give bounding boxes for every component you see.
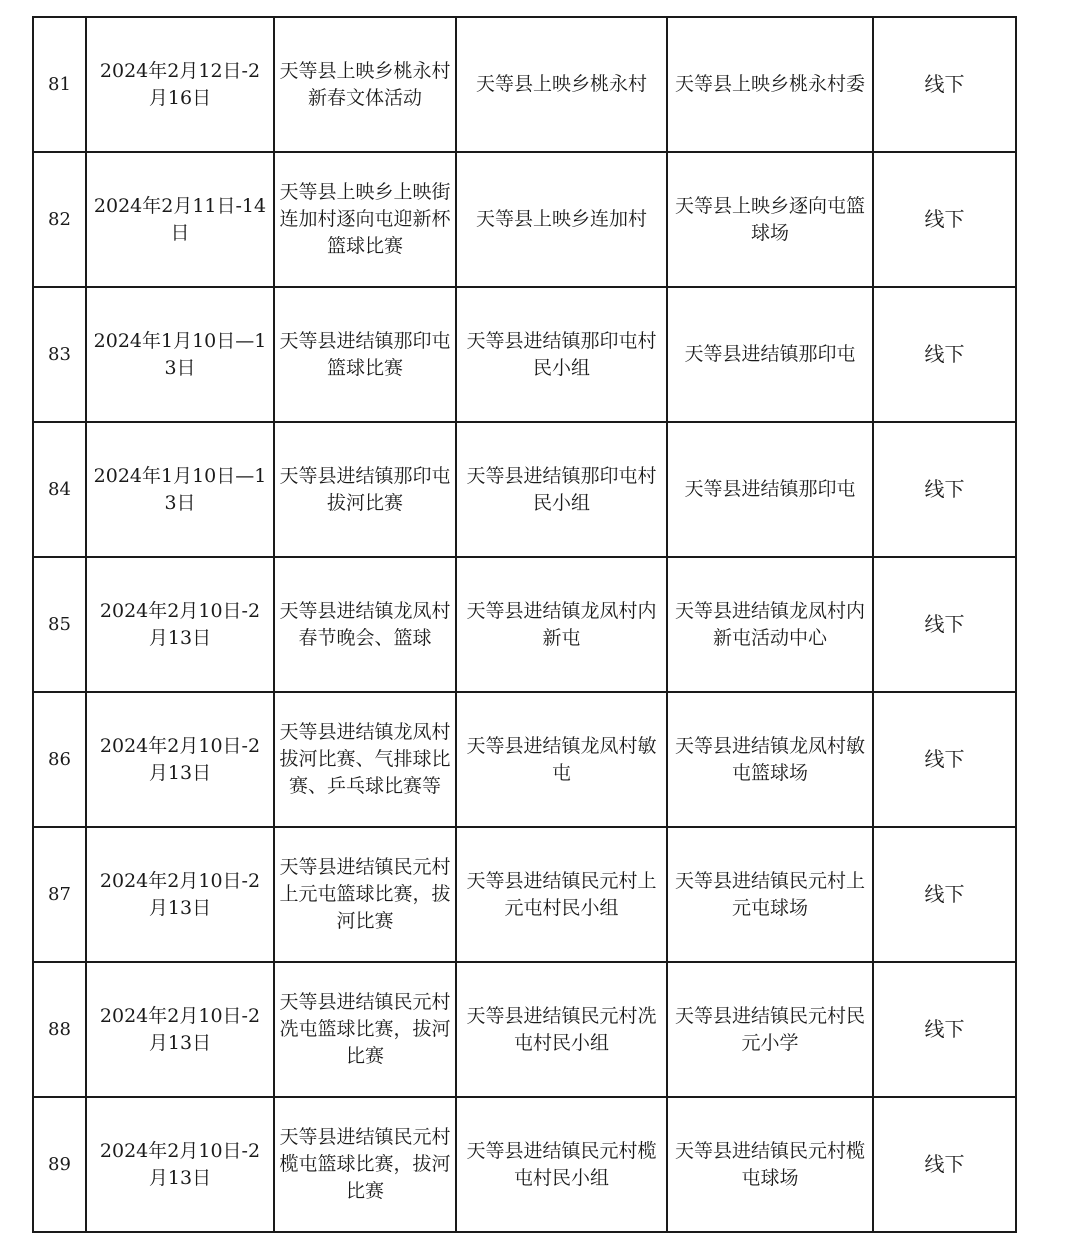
table-row: [33, 287, 1016, 422]
event-name: 天等县进结镇民元村榄屯篮球比赛，拔河比赛: [274, 1097, 456, 1232]
row-number: 86: [33, 692, 86, 827]
event-name: 天等县进结镇民元村上元屯篮球比赛，拔河比赛: [274, 827, 456, 962]
row-number: 81: [33, 17, 86, 152]
event-mode: 线下: [873, 827, 1016, 962]
event-mode: 线下: [873, 557, 1016, 692]
event-location: 天等县上映乡桃永村委: [667, 17, 873, 152]
event-location: 天等县进结镇民元村上元屯球场: [667, 827, 873, 962]
event-organizer: 天等县进结镇龙凤村内新屯: [456, 557, 667, 692]
event-location: 天等县进结镇民元村民元小学: [667, 962, 873, 1097]
event-date: 2024年2月10日-2月13日: [86, 962, 274, 1097]
event-mode: 线下: [873, 692, 1016, 827]
event-mode: 线下: [873, 152, 1016, 287]
event-mode: 线下: [873, 287, 1016, 422]
events-table: [32, 16, 1017, 1233]
table-row: [33, 557, 1016, 692]
row-number: 89: [33, 1097, 86, 1232]
event-name: 天等县进结镇那印屯拔河比赛: [274, 422, 456, 557]
event-name: 天等县进结镇龙凤村春节晚会、篮球: [274, 557, 456, 692]
table-row: [33, 827, 1016, 962]
event-location: 天等县上映乡逐向屯篮球场: [667, 152, 873, 287]
table-row: [33, 1097, 1016, 1232]
event-name: 天等县上映乡上映街连加村逐向屯迎新杯篮球比赛: [274, 152, 456, 287]
event-location: 天等县进结镇龙凤村内新屯活动中心: [667, 557, 873, 692]
row-number: 87: [33, 827, 86, 962]
event-organizer: 天等县上映乡桃永村: [456, 17, 667, 152]
event-date: 2024年2月11日-14日: [86, 152, 274, 287]
table-row: [33, 17, 1016, 152]
event-mode: 线下: [873, 422, 1016, 557]
table-row: [33, 152, 1016, 287]
event-organizer: 天等县上映乡连加村: [456, 152, 667, 287]
event-mode: 线下: [873, 17, 1016, 152]
event-date: 2024年2月10日-2月13日: [86, 557, 274, 692]
row-number: 85: [33, 557, 86, 692]
event-date: 2024年2月12日-2月16日: [86, 17, 274, 152]
event-organizer: 天等县进结镇那印屯村民小组: [456, 287, 667, 422]
event-organizer: 天等县进结镇民元村冼屯村民小组: [456, 962, 667, 1097]
event-date: 2024年1月10日—13日: [86, 287, 274, 422]
event-date: 2024年2月10日-2月13日: [86, 1097, 274, 1232]
event-name: 天等县进结镇龙凤村拔河比赛、气排球比赛、乒乓球比赛等: [274, 692, 456, 827]
event-location: 天等县进结镇民元村榄屯球场: [667, 1097, 873, 1232]
event-mode: 线下: [873, 962, 1016, 1097]
row-number: 88: [33, 962, 86, 1097]
event-organizer: 天等县进结镇那印屯村民小组: [456, 422, 667, 557]
event-mode: 线下: [873, 1097, 1016, 1232]
event-date: 2024年2月10日-2月13日: [86, 827, 274, 962]
event-organizer: 天等县进结镇民元村上元屯村民小组: [456, 827, 667, 962]
event-date: 2024年2月10日-2月13日: [86, 692, 274, 827]
event-date: 2024年1月10日—13日: [86, 422, 274, 557]
row-number: 84: [33, 422, 86, 557]
event-organizer: 天等县进结镇龙凤村敏屯: [456, 692, 667, 827]
event-location: 天等县进结镇那印屯: [667, 287, 873, 422]
event-name: 天等县上映乡桃永村新春文体活动: [274, 17, 456, 152]
row-number: 83: [33, 287, 86, 422]
event-location: 天等县进结镇那印屯: [667, 422, 873, 557]
event-location: 天等县进结镇龙凤村敏屯篮球场: [667, 692, 873, 827]
event-name: 天等县进结镇民元村冼屯篮球比赛，拔河比赛: [274, 962, 456, 1097]
row-number: 82: [33, 152, 86, 287]
table-row: [33, 422, 1016, 557]
event-name: 天等县进结镇那印屯篮球比赛: [274, 287, 456, 422]
table-row: [33, 962, 1016, 1097]
event-organizer: 天等县进结镇民元村榄屯村民小组: [456, 1097, 667, 1232]
table-row: [33, 692, 1016, 827]
